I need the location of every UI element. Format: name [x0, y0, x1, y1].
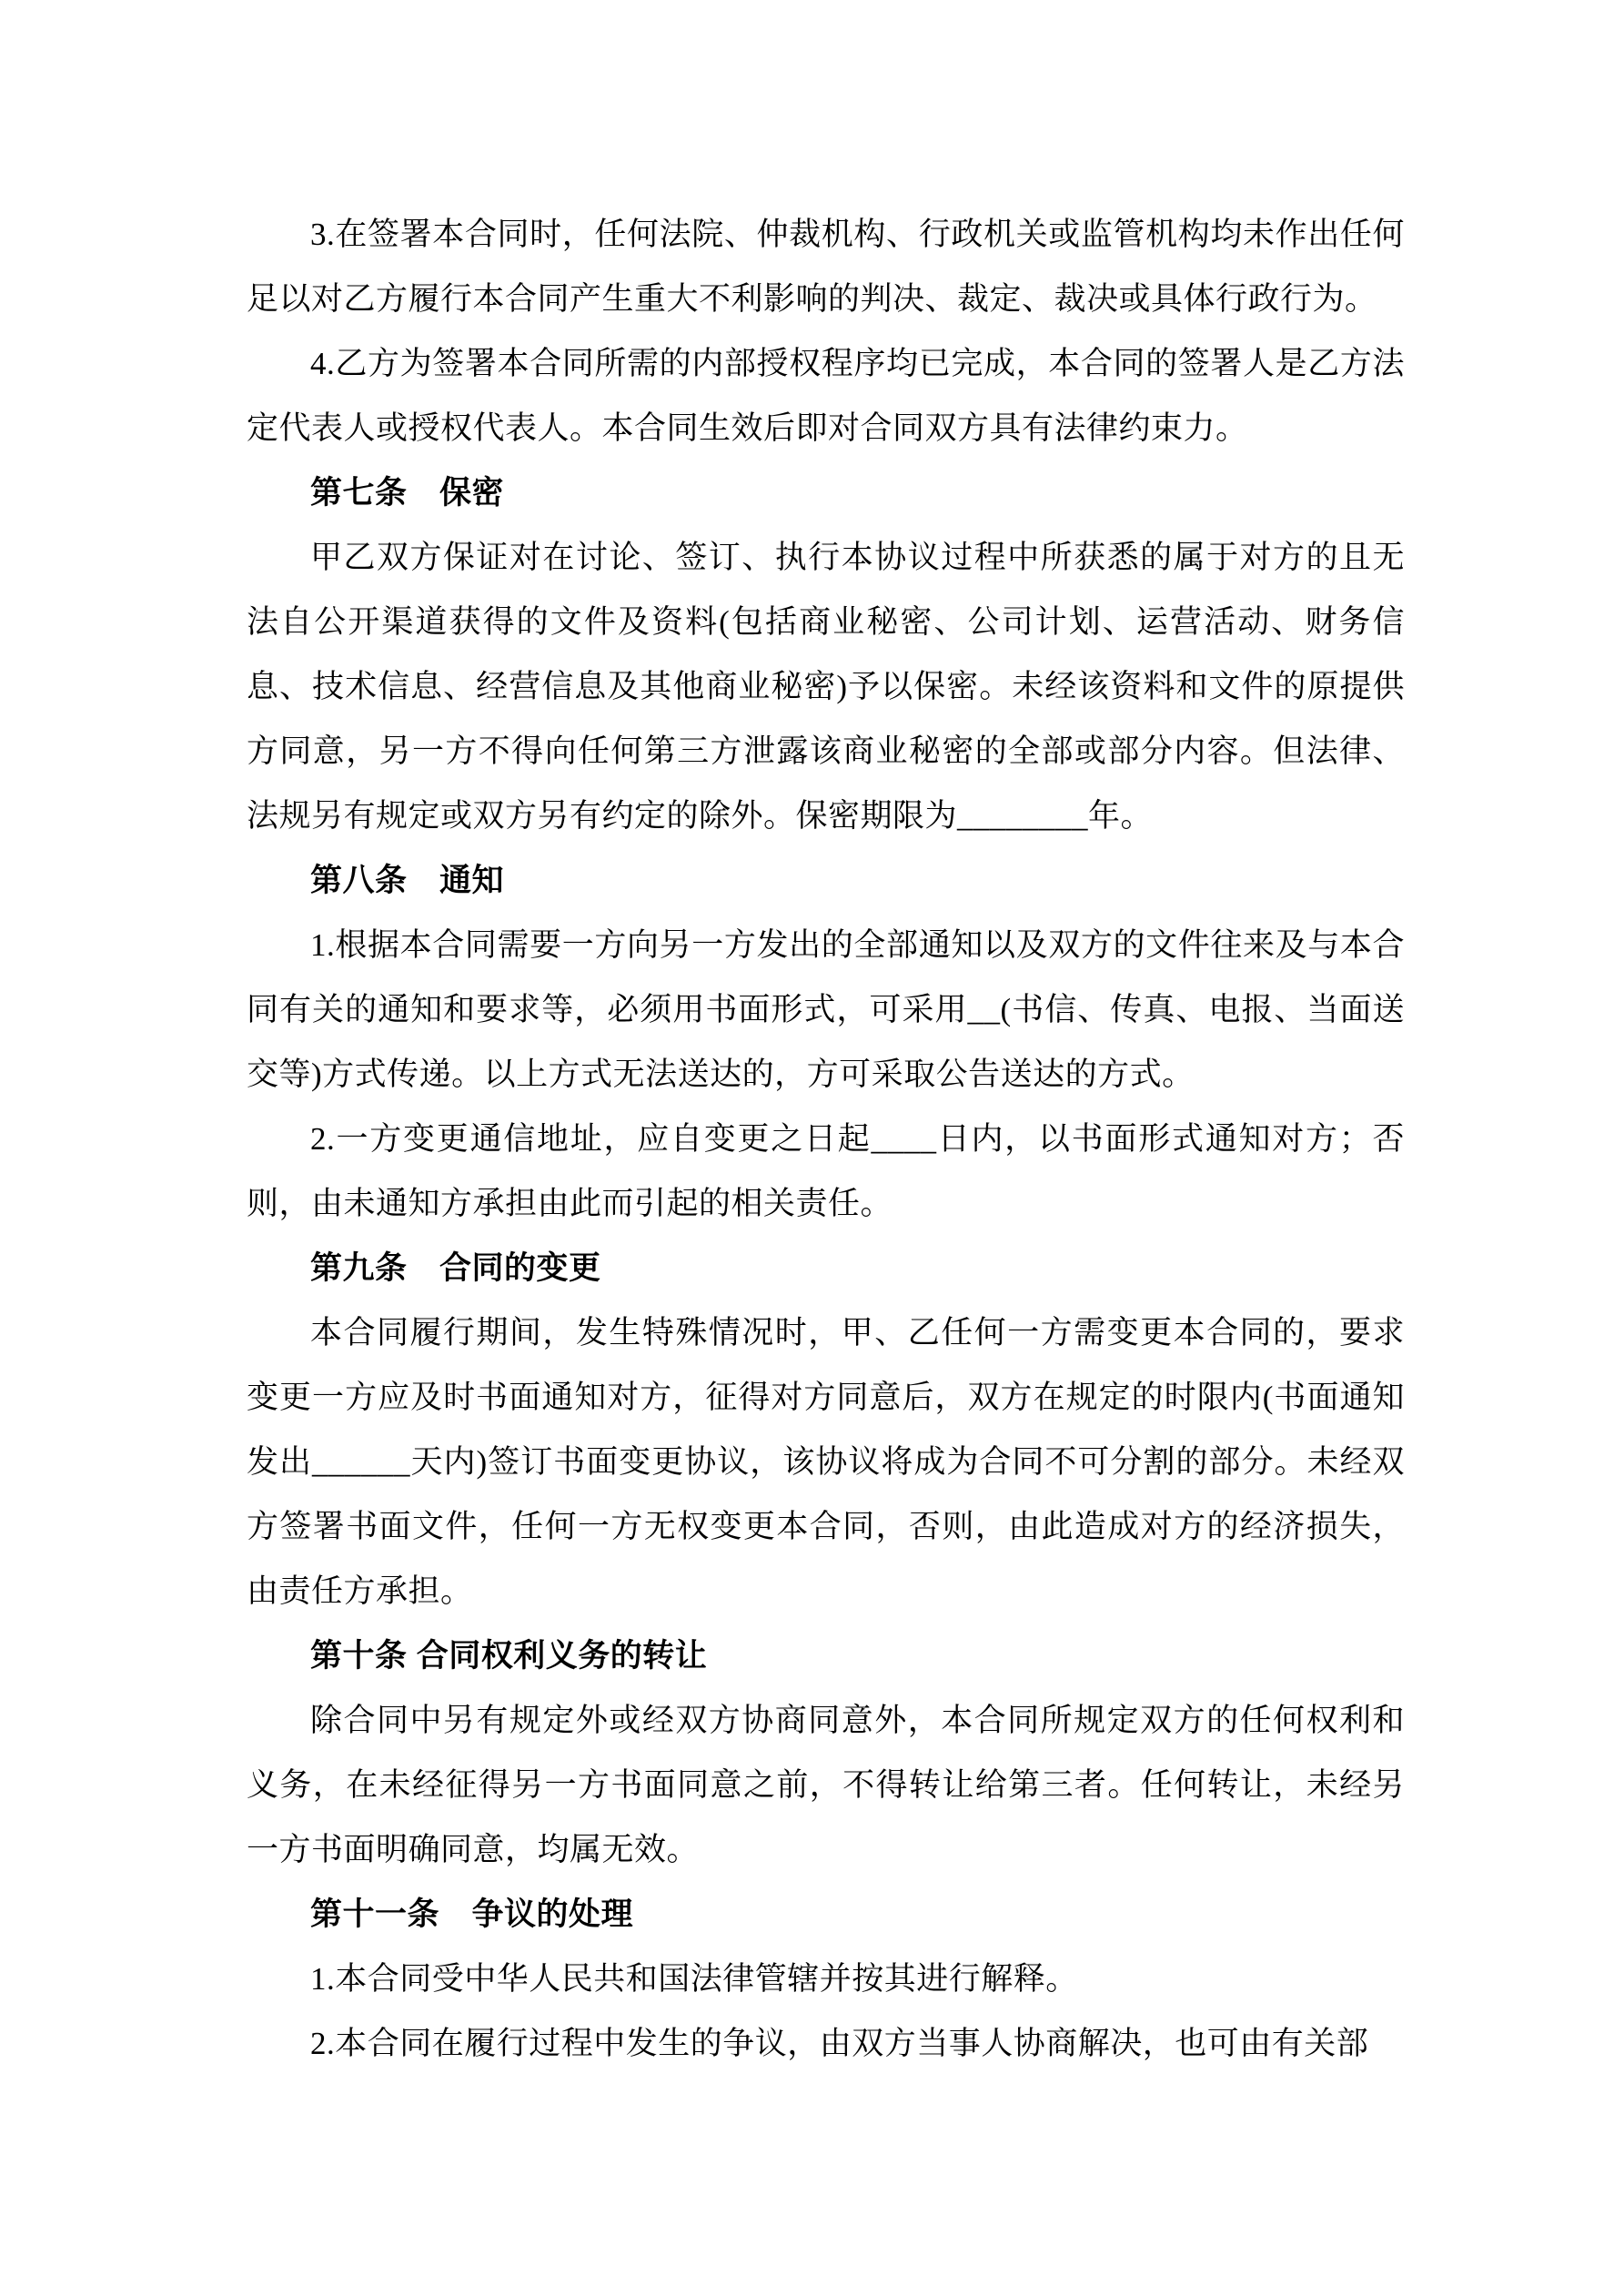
article-11-item-1: 1.本合同受中华人民共和国法律管辖并按其进行解释。: [310, 1961, 1078, 1997]
paragraph-clause-4: 4.乙方为签署本合同所需的内部授权程序均已完成，本合同的签署人是乙方法定代表人或授权代表人。本合同生效后即对合同双方具有法律约束力。: [247, 346, 1405, 446]
article-8-item-1: 1.根据本合同需要一方向另一方发出的全部通知以及双方的文件往来及与本合同有关的通知和要求等，必须用书面形式，可采用__(书信、传真、电报、当面送交等)方式传递。以上方式无法送达的，方可采取公告送达的方式。: [247, 927, 1405, 1092]
article-10-body: 除合同中另有规定外或经双方协商同意外，本合同所规定双方的任何权利和义务，在未经征得另一方书面同意之前，不得转让给第三者。任何转让，未经另一方书面明确同意，均属无效。: [247, 1703, 1405, 1867]
heading-article-7: 第七条 保密: [310, 475, 505, 511]
paragraph-clause-3: 3.在签署本合同时，任何法院、仲裁机构、行政机关或监管机构均未作出任何足以对乙方履行本合同产生重大不利影响的判决、裁定、裁决或具体行政行为。: [247, 217, 1405, 317]
article-8-item-2: 2.一方变更通信地址，应自变更之日起____日内，以书面形式通知对方；否则，由未通知方承担由此而引起的相关责任。: [247, 1121, 1405, 1221]
contract-text-block: [247, 202, 1405, 2076]
article-7-body: 甲乙双方保证对在讨论、签订、执行本协议过程中所获悉的属于对方的且无法自公开渠道获得的文件及资料(包括商业秘密、公司计划、运营活动、财务信息、技术信息、经营信息及其他商业秘密)予以保密。未经该资料和文件的原提供方同意，另一方不得向任何第三方泄露该商业秘密的全部或部分内容。但法律、法规另有规定或双方另有约定的除外。保密期限为________年。: [247, 540, 1405, 834]
heading-article-8: 第八条 通知: [310, 863, 505, 898]
heading-article-9: 第九条 合同的变更: [310, 1250, 601, 1286]
heading-article-10: 第十条 合同权利义务的转让: [310, 1638, 708, 1674]
article-9-body: 本合同履行期间，发生特殊情况时，甲、乙任何一方需变更本合同的，要求变更一方应及时书面通知对方，征得对方同意后，双方在规定的时限内(书面通知发出______天内)签订书面变更协议，该协议将成为合同不可分割的部分。未经双方签署书面文件，任何一方无权变更本合同，否则，由此造成对方的经济损失，由责任方承担。: [247, 1315, 1405, 1609]
heading-article-11: 第十一条 争议的处理: [310, 1896, 634, 1932]
article-11-item-2: 2.本合同在履行过程中发生的争议，由双方当事人协商解决，也可由有关部: [310, 2026, 1369, 2061]
